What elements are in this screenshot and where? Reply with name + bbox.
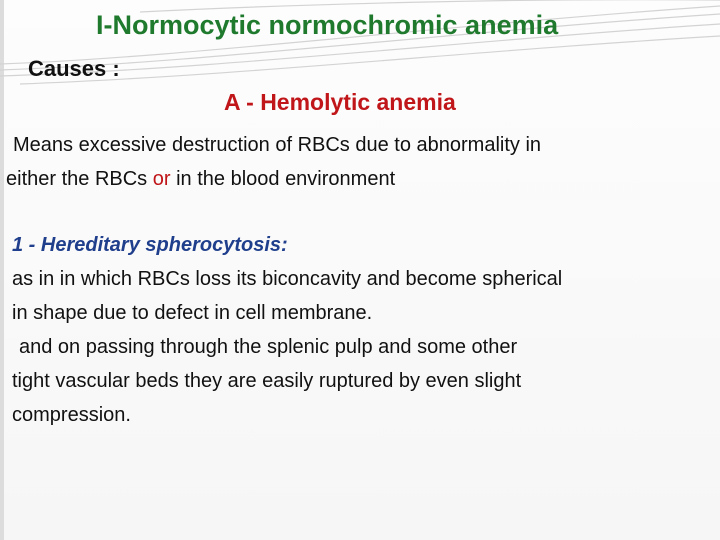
body-line: compression.: [12, 404, 131, 426]
definition-line-2-end: in the blood environment: [170, 168, 396, 190]
slide-title: I-Normocytic normochromic anemia: [96, 10, 559, 40]
body-line: as in in which RBCs loss its biconcavity and become spherical: [12, 268, 563, 290]
body-line: in shape due to defect in cell membrane.: [12, 302, 373, 324]
causes-label: Causes :: [28, 56, 120, 81]
definition-paragraph: [6, 128, 706, 196]
definition-line-1: Means excessive destruction of RBCs due to abnormality in: [13, 134, 542, 156]
subtitle-hemolytic-anemia: A - Hemolytic anemia: [224, 89, 456, 115]
definition-line-2-start: either the RBCs: [6, 168, 153, 190]
highlight-or: or: [152, 168, 171, 190]
section-heading: 1 - Hereditary spherocytosis:: [12, 234, 288, 256]
body-line: tight vascular beds they are easily ruptured by even slight: [12, 370, 522, 392]
hereditary-spherocytosis-section: [12, 228, 712, 432]
body-line: and on passing through the splenic pulp and some other: [19, 336, 518, 358]
